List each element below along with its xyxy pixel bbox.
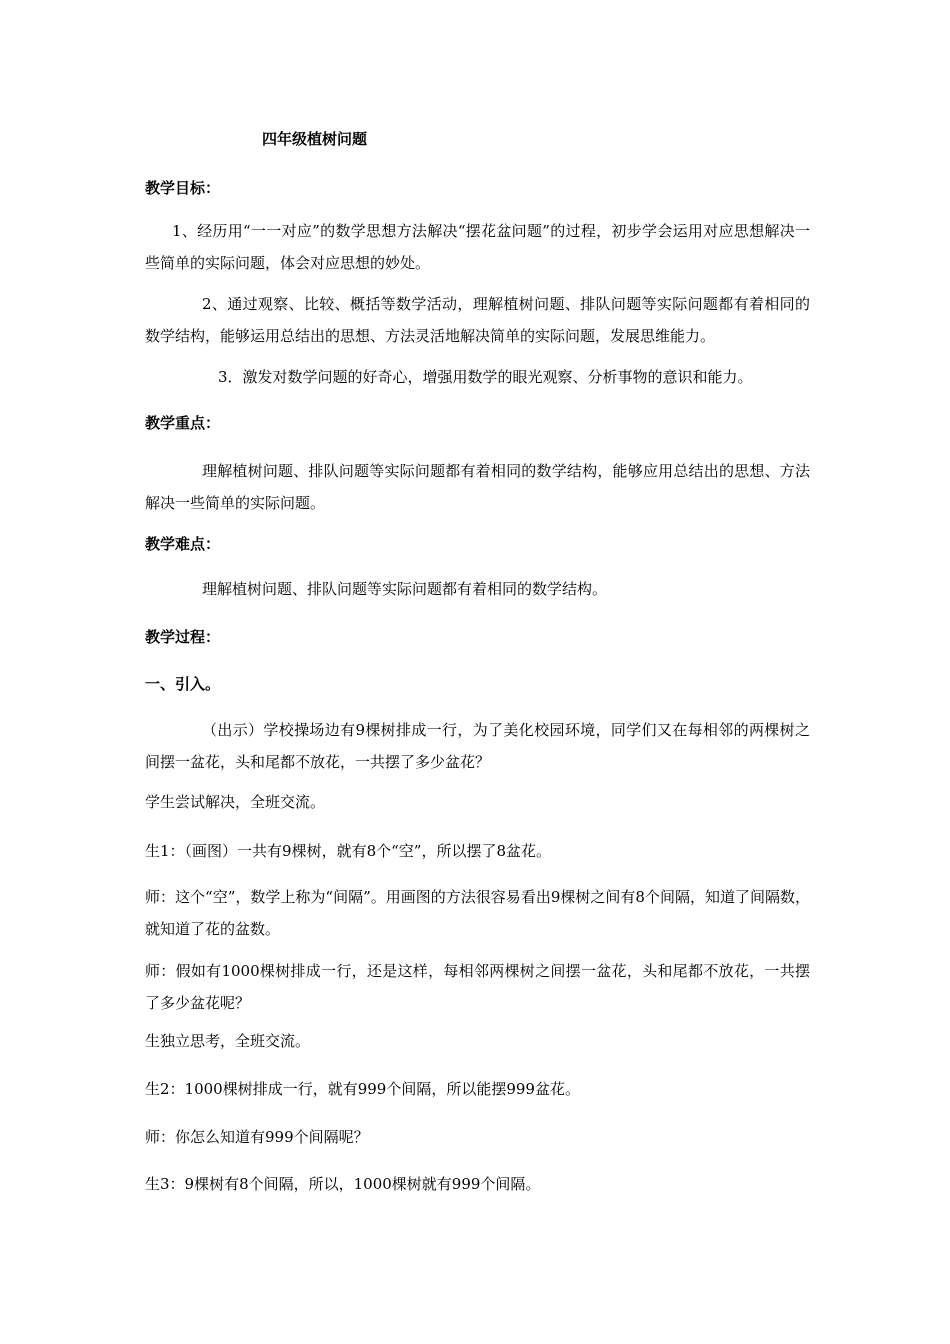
objective-3: 3．激发对数学问题的好奇心，增强用数学的眼光观察、分析事物的意识和能力。 xyxy=(218,368,753,386)
process-line-9: 生3：9棵树有8个间隔，所以，1000棵树就有999个间隔。 xyxy=(145,1175,541,1193)
process-line-6: 生独立思考，全班交流。 xyxy=(145,1032,311,1050)
process-line-4: 师：这个“空”，数学上称为“间隔”。用画图的方法很容易看出9棵树之间有8个间隔，知道了间隔数，就知道了花的盆数。 xyxy=(145,888,810,938)
key-points-heading: 教学重点： xyxy=(145,414,221,432)
process-line-7: 生2：1000棵树排成一行，就有999个间隔，所以能摆999盆花。 xyxy=(145,1080,580,1098)
difficulties-heading: 教学难点： xyxy=(145,535,221,553)
objectives-heading: 教学目标： xyxy=(145,179,221,197)
process-problem: （出示）学校操场边有9棵树排成一行，为了美化校园环境，同学们又在每相邻的两棵树之间摆一盆花，头和尾都不放花，一共摆了多少盆花？ xyxy=(145,721,810,771)
process-line-5: 师：假如有1000棵树排成一行，还是这样，每相邻两棵树之间摆一盆花，头和尾都不放花，一共摆了多少盆花呢？ xyxy=(145,962,810,1012)
objective-1: 1、经历用“一一对应”的数学思想方法解决“摆花盆问题”的过程，初步学会运用对应思想解决一些简单的实际问题，体会对应思想的妙处。 xyxy=(145,222,810,272)
process-line-2: 学生尝试解决，全班交流。 xyxy=(145,793,326,811)
process-line-8: 师：你怎么知道有999个间隔呢？ xyxy=(145,1128,369,1146)
document-title: 四年级植树问题 xyxy=(262,130,368,148)
difficulties-text: 理解植树问题、排队问题等实际问题都有着相同的数学结构。 xyxy=(202,580,608,598)
process-line-3: 生1：（画图）一共有9棵树，就有8个“空”，所以摆了8盆花。 xyxy=(145,842,552,860)
key-points-text: 理解植树问题、排队问题等实际问题都有着相同的数学结构，能够应用总结出的思想、方法解决一些简单的实际问题。 xyxy=(145,462,810,512)
section-one-heading: 一、引入。 xyxy=(145,675,221,693)
objective-2: 2、通过观察、比较、概括等数学活动，理解植树问题、排队问题等实际问题都有着相同的数学结构，能够运用总结出的思想、方法灵活地解决简单的实际问题，发展思维能力。 xyxy=(145,295,810,345)
process-heading: 教学过程： xyxy=(145,628,221,646)
